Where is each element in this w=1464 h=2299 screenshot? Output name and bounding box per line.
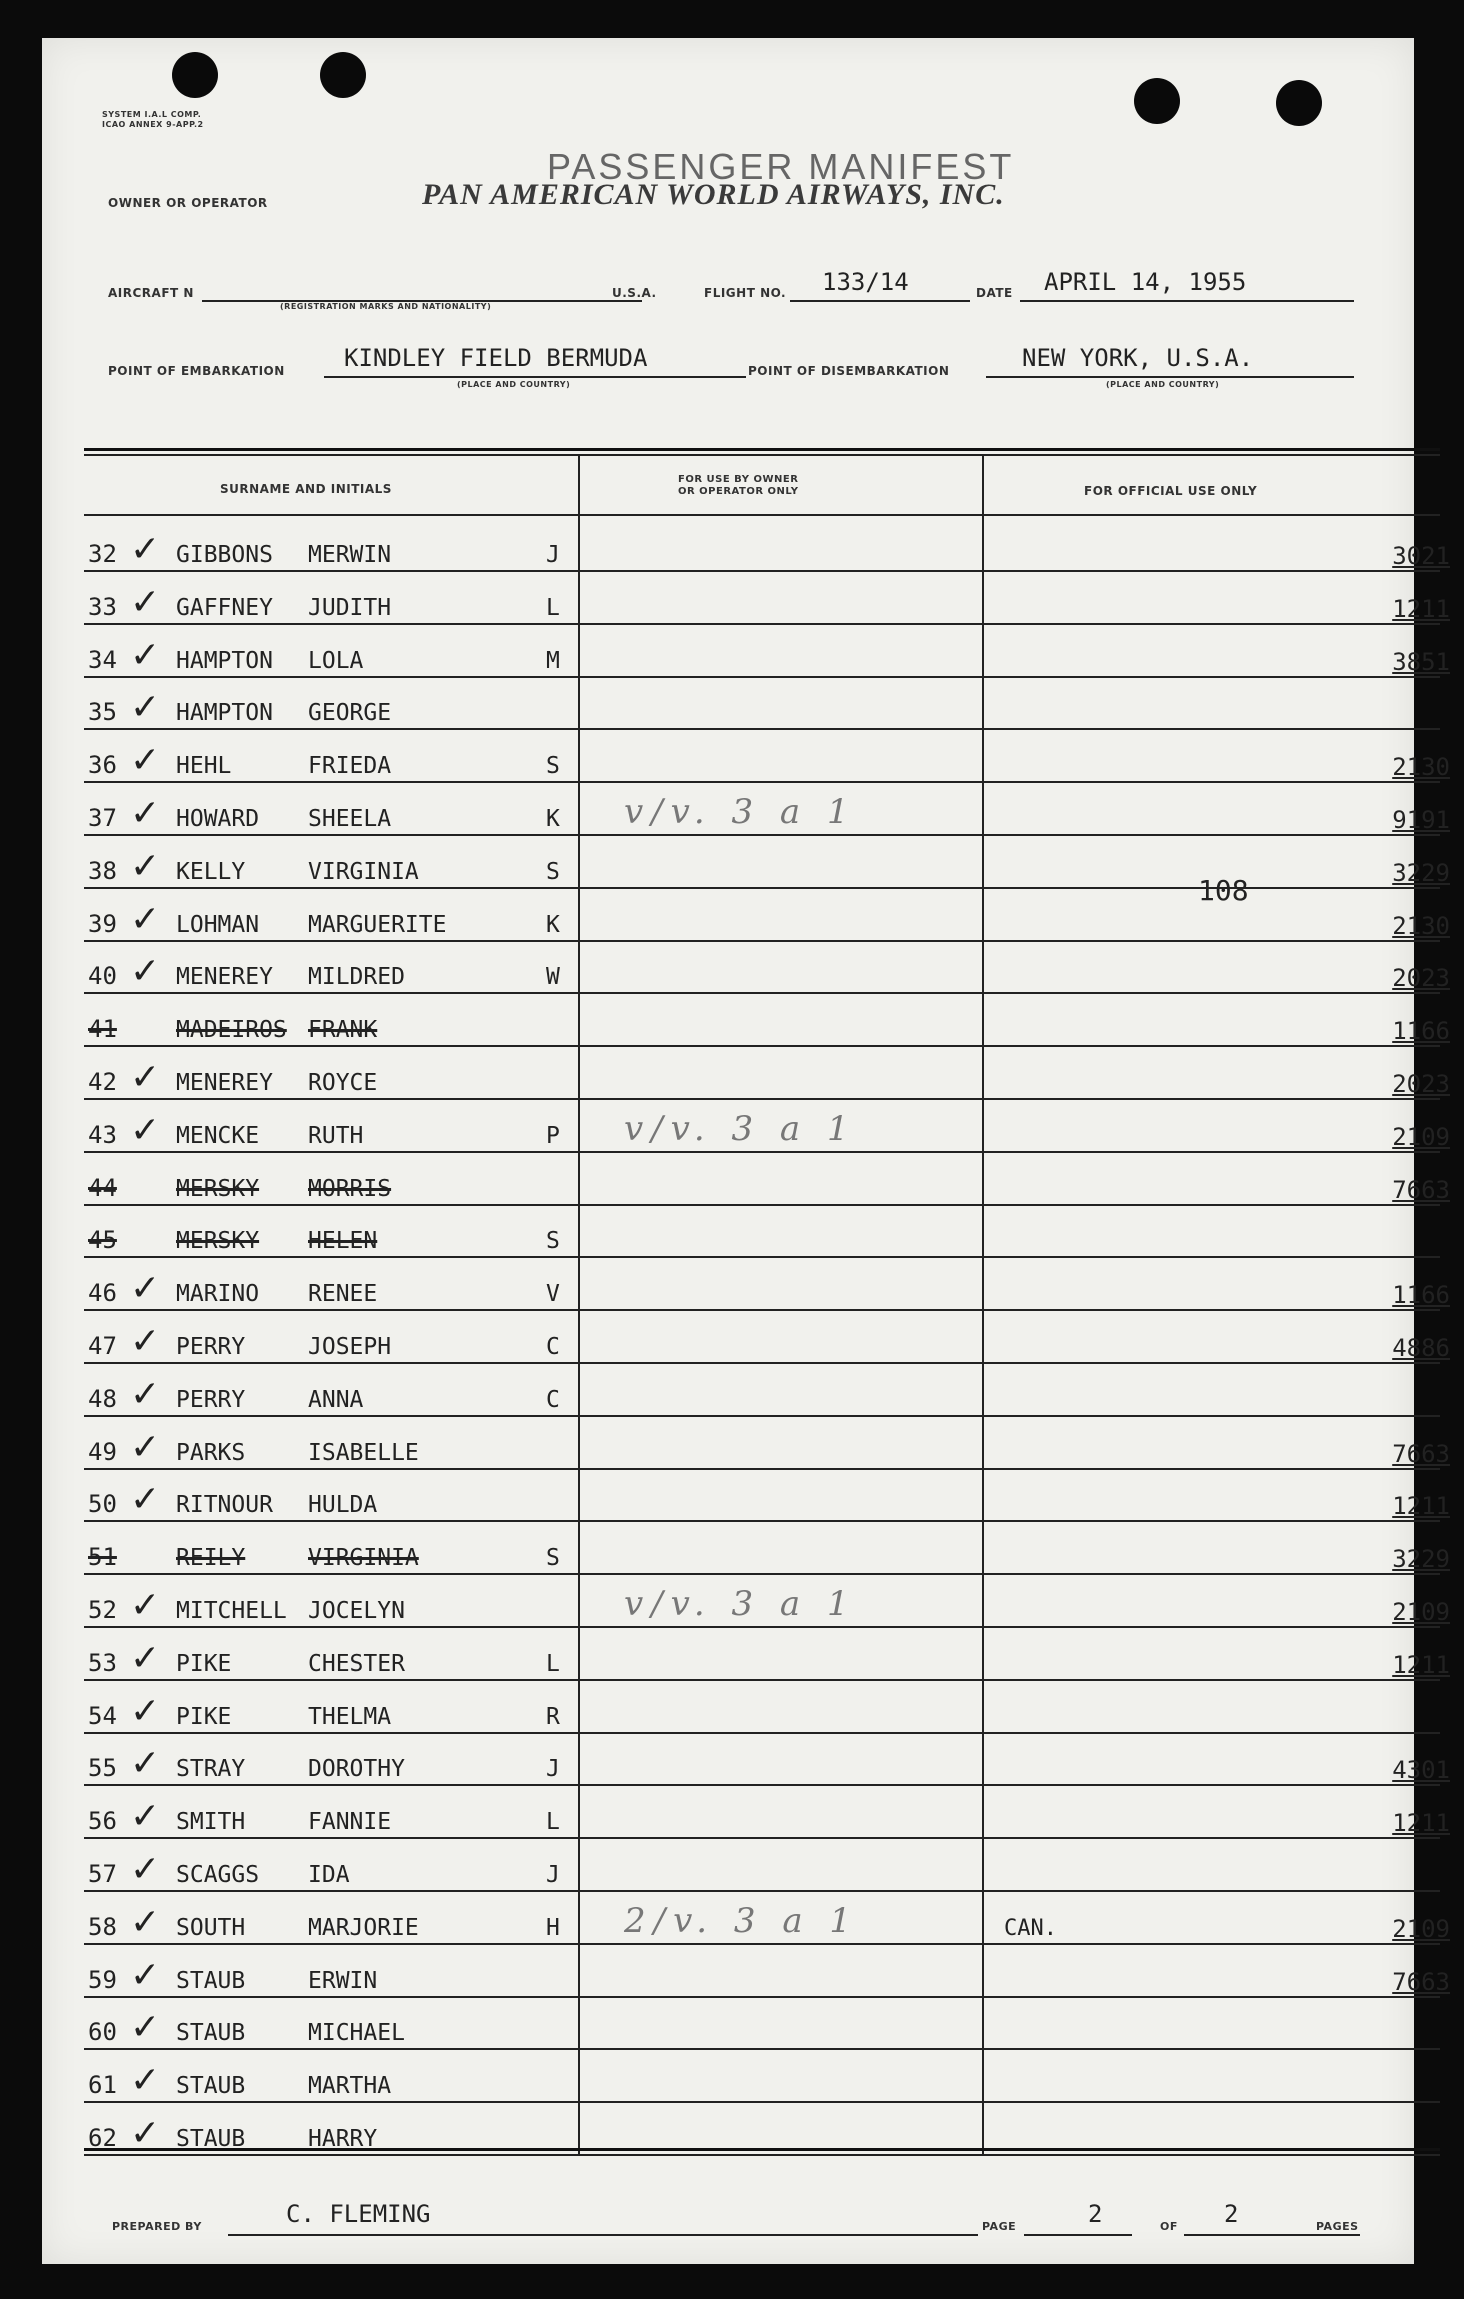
- table-row: [84, 729, 1450, 783]
- official-code: 3021: [1392, 542, 1450, 570]
- prepared-label: PREPARED BY: [112, 2220, 202, 2233]
- check-mark-icon: ✓: [130, 1585, 161, 1626]
- row-number: 43: [88, 1120, 117, 1149]
- page-value: 2: [1088, 2200, 1103, 2228]
- table-row: [84, 571, 1450, 625]
- table-row: [84, 1046, 1450, 1100]
- surname: SCAGGS: [176, 1862, 260, 1888]
- punch-hole: [1276, 80, 1322, 126]
- of-value: 2: [1224, 2200, 1239, 2228]
- row-number: 62: [88, 2124, 117, 2152]
- initial: J: [546, 542, 560, 568]
- disembark-sublabel: (PLACE AND COUNTRY): [1106, 380, 1220, 389]
- row-number: 32: [88, 540, 117, 568]
- table-row: [84, 1944, 1450, 1998]
- given-name: IDA: [308, 1862, 350, 1888]
- given-name: MARTHA: [308, 2073, 392, 2100]
- table-row: [84, 1996, 1440, 2050]
- date-value: APRIL 14, 1955: [1044, 268, 1247, 296]
- official-code: 4886: [1392, 1334, 1450, 1362]
- official-code: 3229: [1392, 1545, 1450, 1574]
- given-name: GEORGE: [308, 700, 392, 727]
- embark-sublabel: (PLACE AND COUNTRY): [457, 380, 571, 389]
- given-name: VIRGINIA: [308, 858, 419, 885]
- official-code: 3851: [1392, 647, 1450, 676]
- pages-label: PAGES: [1316, 2220, 1359, 2233]
- surname: STRAY: [176, 1756, 246, 1783]
- given-name: FANNIE: [308, 1809, 392, 1836]
- surname: LOHMAN: [176, 911, 260, 938]
- table-row: [84, 1680, 1440, 1734]
- surname: MARINO: [176, 1281, 260, 1308]
- operator-note: v/v. 3 a 1: [624, 1108, 857, 1149]
- initial: H: [546, 1914, 560, 1941]
- official-code: 2023: [1392, 964, 1450, 993]
- official-code: 7663: [1392, 1175, 1450, 1204]
- row-number: 57: [88, 1860, 117, 1888]
- given-name: MICHAEL: [308, 2020, 405, 2047]
- given-name: ROYCE: [308, 1070, 378, 1096]
- owner-label: OWNER OR OPERATOR: [108, 196, 268, 210]
- official-code: 9191: [1392, 806, 1450, 834]
- table-row: [84, 1732, 1450, 1786]
- row-number: 36: [88, 751, 117, 780]
- surname: REILY: [176, 1545, 246, 1572]
- surname: PIKE: [176, 1650, 232, 1677]
- check-mark-icon: ✓: [130, 2007, 161, 2049]
- initial: L: [546, 1650, 560, 1677]
- row-number: 50: [88, 1490, 117, 1519]
- row-number: 46: [88, 1279, 117, 1308]
- initial: S: [546, 1545, 560, 1572]
- row-number: 35: [88, 698, 117, 727]
- surname: KELLY: [176, 858, 246, 885]
- row-number: 41: [88, 1015, 117, 1044]
- initial: L: [546, 594, 560, 621]
- official-code: 2130: [1392, 911, 1450, 940]
- row-number: 40: [88, 962, 117, 991]
- check-mark-icon: ✓: [130, 1426, 161, 1468]
- surname: PERRY: [176, 1386, 246, 1413]
- surname: RITNOUR: [176, 1492, 273, 1519]
- aircraft-label: AIRCRAFT N: [108, 286, 194, 300]
- table-row: [84, 1310, 1450, 1364]
- row-number: 55: [88, 1754, 117, 1783]
- given-name: ERWIN: [308, 1967, 378, 1994]
- table-row: [84, 940, 1450, 994]
- initial: C: [546, 1334, 560, 1360]
- official-code: 2109: [1392, 1914, 1450, 1943]
- given-name: SHEELA: [308, 806, 392, 832]
- official-code: 1211: [1392, 1809, 1450, 1838]
- column-header-operator: FOR USE BY OWNER OR OPERATOR ONLY: [678, 474, 799, 497]
- check-mark-icon: ✓: [130, 529, 161, 570]
- initial: C: [546, 1386, 560, 1413]
- row-number: 48: [88, 1384, 117, 1413]
- table-row: [84, 1627, 1450, 1681]
- check-mark-icon: ✓: [130, 1479, 161, 1521]
- official-code: 2109: [1392, 1598, 1450, 1626]
- initial: J: [546, 1756, 560, 1783]
- table-row: [84, 1574, 1450, 1628]
- given-name: ISABELLE: [308, 1439, 419, 1466]
- table-row: [84, 1416, 1450, 1470]
- given-name: FRIEDA: [308, 753, 392, 780]
- surname: STAUB: [176, 1967, 246, 1994]
- of-label: OF: [1160, 2220, 1178, 2233]
- surname: MERSKY: [176, 1228, 260, 1255]
- official-code: 1166: [1392, 1017, 1450, 1046]
- surname: STAUB: [176, 2073, 246, 2100]
- surname: MENEREY: [176, 964, 273, 991]
- initial: W: [546, 964, 560, 991]
- aircraft-sublabel: (REGISTRATION MARKS AND NATIONALITY): [280, 302, 492, 311]
- owner-value: PAN AMERICAN WORLD AIRWAYS, INC.: [422, 178, 1005, 211]
- row-number: 34: [88, 645, 117, 674]
- check-mark-icon: ✓: [130, 1901, 161, 1943]
- surname: GAFFNEY: [176, 594, 273, 621]
- table-row: [84, 1204, 1440, 1258]
- table-row: [84, 676, 1440, 730]
- row-number: 61: [88, 2071, 117, 2100]
- row-number: 45: [88, 1226, 117, 1255]
- initial: P: [546, 1122, 560, 1149]
- surname: SMITH: [176, 1809, 246, 1836]
- row-number: 39: [88, 909, 117, 938]
- table-row: [84, 624, 1450, 678]
- disembark-value: NEW YORK, U.S.A.: [1022, 344, 1254, 372]
- operator-note: v/v. 3 a 1: [624, 1584, 857, 1624]
- official-code: 4301: [1392, 1756, 1450, 1785]
- surname: GIBBONS: [176, 542, 273, 568]
- given-name: HELEN: [308, 1228, 378, 1255]
- disembark-label: POINT OF DISEMBARKATION: [748, 364, 950, 378]
- initial: K: [546, 806, 560, 832]
- official-code: 1211: [1392, 594, 1450, 623]
- table-row: [84, 888, 1450, 942]
- manifest-sheet: [42, 38, 1450, 2264]
- table-row: [84, 835, 1450, 889]
- surname: MERSKY: [176, 1175, 260, 1202]
- surname: STAUB: [176, 2126, 246, 2152]
- prepared-value: C. FLEMING: [286, 2200, 431, 2228]
- check-mark-icon: ✓: [130, 1268, 161, 1310]
- check-mark-icon: ✓: [130, 951, 161, 993]
- official-code: 3229: [1392, 858, 1450, 887]
- operator-note: 2/v. 3 a 1: [624, 1900, 860, 1941]
- operator-note: v/v. 3 a 1: [624, 792, 857, 832]
- surname: HEHL: [176, 753, 232, 780]
- page-title: PASSENGER MANIFEST: [547, 146, 1015, 187]
- date-label: DATE: [976, 286, 1013, 300]
- check-mark-icon: ✓: [130, 1057, 161, 1098]
- row-number: 42: [88, 1068, 117, 1096]
- official-code: 1166: [1392, 1281, 1450, 1310]
- check-mark-icon: ✓: [130, 1796, 161, 1838]
- official-code: 7663: [1392, 1439, 1450, 1468]
- row-number: 54: [88, 1701, 117, 1730]
- given-name: HULDA: [308, 1492, 378, 1519]
- flight-number: 133/14: [822, 268, 909, 296]
- check-mark-icon: ✓: [130, 2113, 161, 2154]
- check-mark-icon: ✓: [130, 1690, 161, 1732]
- given-name: JOSEPH: [308, 1334, 392, 1360]
- row-number: 56: [88, 1807, 117, 1836]
- table-row: [84, 1099, 1450, 1153]
- given-name: THELMA: [308, 1703, 392, 1730]
- given-name: RUTH: [308, 1122, 364, 1149]
- surname: MENEREY: [176, 1070, 273, 1096]
- surname: PERRY: [176, 1334, 246, 1360]
- given-name: JUDITH: [308, 594, 392, 621]
- table-row: [84, 1838, 1440, 1892]
- official-code: 1211: [1392, 1650, 1450, 1679]
- table-row: [84, 1152, 1450, 1206]
- row-number: 60: [88, 2018, 117, 2047]
- initial: M: [546, 647, 560, 674]
- official-note: CAN.: [1004, 1915, 1057, 1941]
- official-code: 2130: [1392, 753, 1450, 782]
- flight-label: FLIGHT NO.: [704, 286, 787, 300]
- initial: S: [546, 1228, 560, 1255]
- initial: S: [546, 858, 560, 885]
- form-reference: SYSTEM I.A.L COMP. ICAO ANNEX 9-APP.2: [102, 110, 204, 129]
- column-header-surname: SURNAME AND INITIALS: [220, 482, 392, 496]
- initial: R: [546, 1703, 560, 1730]
- surname: HAMPTON: [176, 700, 273, 727]
- page-label: PAGE: [982, 2220, 1017, 2233]
- check-mark-icon: ✓: [130, 1849, 161, 1890]
- check-mark-icon: ✓: [130, 581, 161, 623]
- row-number: 53: [88, 1648, 117, 1677]
- usa-label: U.S.A.: [612, 286, 657, 300]
- row-number: 58: [88, 1912, 117, 1941]
- surname: STAUB: [176, 2020, 246, 2047]
- embark-value: KINDLEY FIELD BERMUDA: [344, 344, 648, 372]
- table-row: [84, 518, 1450, 572]
- row-number: 59: [88, 1965, 117, 1994]
- check-mark-icon: ✓: [130, 1109, 161, 1151]
- punch-hole: [172, 52, 218, 98]
- initial: S: [546, 753, 560, 780]
- row-number: 37: [88, 804, 117, 832]
- given-name: MARJORIE: [308, 1914, 419, 1941]
- given-name: DOROTHY: [308, 1756, 405, 1783]
- table-row: [84, 2049, 1440, 2103]
- surname: MITCHELL: [176, 1598, 287, 1624]
- check-mark-icon: ✓: [130, 634, 161, 676]
- row-number: 44: [88, 1173, 117, 1202]
- initial: J: [546, 1862, 560, 1888]
- surname: MADEIROS: [176, 1017, 287, 1044]
- punch-hole: [320, 52, 366, 98]
- table-row: [84, 1468, 1450, 1522]
- initial: K: [546, 911, 560, 938]
- official-code: 2109: [1392, 1122, 1450, 1151]
- given-name: JOCELYN: [308, 1598, 405, 1624]
- table-row: [84, 1785, 1450, 1839]
- surname: SOUTH: [176, 1914, 246, 1941]
- official-note: 108: [1198, 874, 1249, 907]
- initial: L: [546, 1809, 560, 1836]
- row-number: 52: [88, 1596, 117, 1624]
- table-row: [84, 782, 1450, 836]
- official-code: 2023: [1392, 1070, 1450, 1098]
- surname: PARKS: [176, 1439, 246, 1466]
- table-row: [84, 1257, 1450, 1311]
- surname: PIKE: [176, 1703, 232, 1730]
- table-row: [84, 1363, 1440, 1417]
- check-mark-icon: ✓: [130, 1373, 161, 1415]
- given-name: ANNA: [308, 1386, 364, 1413]
- row-number: 38: [88, 856, 117, 885]
- row-number: 33: [88, 592, 117, 621]
- table-row: [84, 993, 1450, 1047]
- surname: HAMPTON: [176, 647, 273, 674]
- punch-hole: [1134, 78, 1180, 124]
- check-mark-icon: ✓: [130, 898, 161, 940]
- surname: HOWARD: [176, 806, 260, 832]
- given-name: RENEE: [308, 1281, 378, 1308]
- official-code: 7663: [1392, 1967, 1450, 1996]
- table-row: [84, 1521, 1450, 1575]
- check-mark-icon: ✓: [130, 845, 161, 887]
- check-mark-icon: ✓: [130, 1954, 161, 1996]
- check-mark-icon: ✓: [130, 1743, 161, 1785]
- given-name: MARGUERITE: [308, 911, 447, 938]
- check-mark-icon: ✓: [130, 687, 161, 729]
- given-name: CHESTER: [308, 1650, 405, 1677]
- given-name: LOLA: [308, 647, 364, 674]
- check-mark-icon: ✓: [130, 740, 161, 782]
- given-name: MORRIS: [308, 1175, 392, 1202]
- given-name: MERWIN: [308, 542, 392, 568]
- table-row: [84, 1891, 1450, 1945]
- row-number: 49: [88, 1437, 117, 1466]
- row-number: 47: [88, 1332, 117, 1360]
- given-name: FRANK: [308, 1017, 378, 1044]
- embark-label: POINT OF EMBARKATION: [108, 364, 285, 378]
- check-mark-icon: ✓: [130, 793, 161, 834]
- surname: MENCKE: [176, 1122, 260, 1149]
- check-mark-icon: ✓: [130, 2060, 161, 2102]
- given-name: MILDRED: [308, 964, 405, 991]
- initial: V: [546, 1281, 560, 1308]
- check-mark-icon: ✓: [130, 1637, 161, 1679]
- given-name: VIRGINIA: [308, 1545, 419, 1572]
- row-number: 51: [88, 1543, 117, 1572]
- column-header-official: FOR OFFICIAL USE ONLY: [1084, 484, 1258, 498]
- given-name: HARRY: [308, 2126, 378, 2152]
- check-mark-icon: ✓: [130, 1321, 161, 1362]
- official-code: 1211: [1392, 1492, 1450, 1521]
